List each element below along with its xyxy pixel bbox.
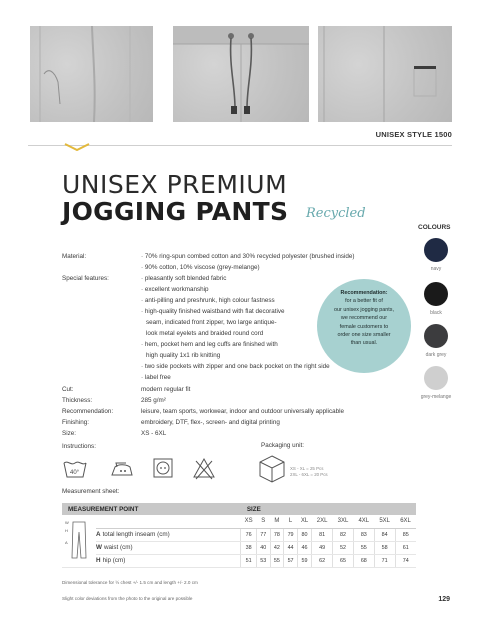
table-cell: 59 (297, 554, 311, 567)
table-cell: 81 (312, 528, 333, 541)
table-cell: 38 (241, 541, 257, 554)
size-label: Size: (62, 430, 76, 437)
row-letter: A (96, 531, 101, 538)
product-title-line1: UNISEX PREMIUM (62, 170, 288, 199)
bubble-line-3: we recommend our (340, 315, 388, 322)
feature-6: · two side pockets with zipper and one back pocket on the right side (141, 363, 330, 370)
product-title-line2: JOGGING PANTS (62, 197, 289, 226)
size-col-header: 3XL (333, 515, 354, 528)
size-col-header: S (256, 515, 270, 528)
feature-1: · pleasantly soft blended fabric (141, 275, 227, 282)
wash-temp-label: 40° (70, 470, 80, 476)
table-cell: 55 (353, 541, 374, 554)
table-cell: 77 (256, 528, 270, 541)
colour-swatch-navy (424, 238, 448, 262)
colour-label: grey-melange (420, 394, 452, 400)
table-row (62, 554, 416, 567)
box-icon (258, 454, 286, 484)
size-header: SIZE (241, 503, 416, 515)
size-col-header: M (270, 515, 284, 528)
row-letter: W (96, 544, 102, 551)
table-cell: 55 (270, 554, 284, 567)
table-cell: 42 (270, 541, 284, 554)
features-label: Special features: (62, 275, 109, 282)
table-cell: 74 (395, 554, 416, 567)
row-letter: H (96, 557, 101, 564)
feature-7: · label free (141, 374, 171, 381)
bubble-line-2: our unisex jogging pants, (334, 306, 394, 313)
size-value: XS - 6XL (141, 430, 167, 437)
row-label: W waist (cm) (96, 541, 241, 554)
tolerance-note: Dimensional tolerance for ½ chest +/- 1.5 cm and length +/- 2.0 cm (62, 580, 198, 585)
bubble-line-5: order one size smaller (337, 332, 391, 339)
table-cell: 85 (395, 528, 416, 541)
row-label: A total length inseam (cm) (96, 528, 241, 541)
table-cell: 52 (333, 541, 354, 554)
finishing-value: embroidery, DTF, flex-, screen- and digital printing (141, 419, 280, 426)
bubble-title: Recommendation: (340, 290, 388, 296)
size-col-header: 6XL (395, 515, 416, 528)
feature-4-cont-1: seam, indicated front zipper, two large antique- (146, 319, 277, 326)
no-bleach-icon (192, 453, 216, 483)
table-cell: 71 (374, 554, 395, 567)
size-col-header: XS (241, 515, 257, 528)
table-cell: 78 (270, 528, 284, 541)
finishing-label: Finishing: (62, 419, 89, 426)
table-row (62, 541, 416, 554)
material-label: Material: (62, 253, 87, 260)
size-col-header: XL (297, 515, 311, 528)
feature-4: · high-quality finished waistband with flat decorative (141, 308, 285, 315)
size-row-spacer (96, 515, 241, 528)
table-cell: 82 (333, 528, 354, 541)
table-cell: 46 (297, 541, 311, 554)
table-cell: 79 (284, 528, 298, 541)
table-cell: 68 (353, 554, 374, 567)
size-col-header: 5XL (374, 515, 395, 528)
table-cell: 83 (353, 528, 374, 541)
packaging-label: Packaging unit: (261, 442, 305, 449)
size-col-header: 2XL (312, 515, 333, 528)
table-cell: 57 (284, 554, 298, 567)
measurement-point-header: MEASUREMENT POINT (62, 503, 241, 515)
measurement-table (62, 503, 416, 568)
cut-value: modern regular fit (141, 386, 191, 393)
feature-5: · hem, pocket hem and leg cuffs are finished with (141, 341, 278, 348)
recommendation-bubble (317, 279, 411, 373)
style-number: UNISEX STYLE 1500 (375, 130, 452, 139)
table-cell: 61 (395, 541, 416, 554)
pack-line-2: 2XL - 6XL = 20 Pcs (290, 472, 328, 477)
instructions-label: Instructions: (62, 443, 96, 450)
colour-swatch-black (424, 282, 448, 306)
table-cell: 76 (241, 528, 257, 541)
table-cell: 40 (256, 541, 270, 554)
diagram-letter-w: W (65, 519, 69, 525)
table-cell: 65 (333, 554, 354, 567)
recycled-tag: Recycled (306, 206, 366, 221)
colours-heading: COLOURS (418, 224, 451, 231)
product-photo-side (30, 26, 153, 122)
product-photo-front (173, 26, 309, 122)
colour-swatch-dark-grey (424, 324, 448, 348)
colour-swatch-grey-melange (424, 366, 448, 390)
feature-3: · anti-pilling and preshrunk, high colour fastness (141, 297, 275, 304)
table-cell: 44 (284, 541, 298, 554)
size-col-header: 4XL (353, 515, 374, 528)
header-divider (28, 145, 452, 146)
cut-label: Cut: (62, 386, 74, 393)
packaging-info (290, 466, 328, 478)
recommendation-value: leisure, team sports, workwear, indoor and outdoor universally applicable (141, 408, 345, 415)
table-cell: 62 (312, 554, 333, 567)
chevron-down-icon (64, 143, 90, 151)
pants-outline-icon (63, 518, 95, 562)
material-line-1: · 70% ring-spun combed cotton and 30% recycled polyester (brushed inside) (141, 253, 355, 260)
table-cell: 80 (297, 528, 311, 541)
diagram-letter-a: A (65, 539, 68, 545)
colour-deviation-note: Slight color deviations from the photo to the original are possible (62, 596, 193, 601)
row-label: H hip (cm) (96, 554, 241, 567)
diagram-letter-h: H (65, 527, 68, 533)
bubble-line-6: than usual. (350, 340, 378, 347)
table-cell: 49 (312, 541, 333, 554)
feature-2: · excellent workmanship (141, 286, 209, 293)
tumble-dry-icon (152, 453, 174, 483)
wash-40-icon (62, 453, 88, 483)
table-cell: 51 (241, 554, 257, 567)
material-line-2: · 90% cotton, 10% viscose (grey-melange) (141, 264, 260, 271)
colour-label: black (430, 310, 442, 316)
thickness-value: 285 g/m² (141, 397, 166, 404)
table-cell: 58 (374, 541, 395, 554)
page-number: 129 (438, 596, 450, 603)
table-cell: 84 (374, 528, 395, 541)
product-photo-back (318, 26, 452, 122)
table-row (62, 528, 416, 541)
table-cell: 53 (256, 554, 270, 567)
feature-4-cont-2: look metal eyelets and braided round cord (146, 330, 264, 337)
measurement-sheet-label: Measurement sheet: (62, 488, 120, 495)
size-col-header: L (284, 515, 298, 528)
bubble-line-1: for a better fit of (345, 298, 383, 305)
feature-5-cont: high quality 1x1 rib knitting (146, 352, 221, 359)
iron-icon (108, 453, 136, 483)
recommendation-label: Recommendation: (62, 408, 114, 415)
pants-diagram (62, 515, 96, 567)
pack-line-1: XS - XL = 25 Pcs (290, 466, 324, 471)
colour-label: dark grey (425, 352, 447, 358)
thickness-label: Thickness: (62, 397, 93, 404)
bubble-line-4: female customers to (339, 323, 389, 330)
colour-label: navy (430, 266, 442, 272)
